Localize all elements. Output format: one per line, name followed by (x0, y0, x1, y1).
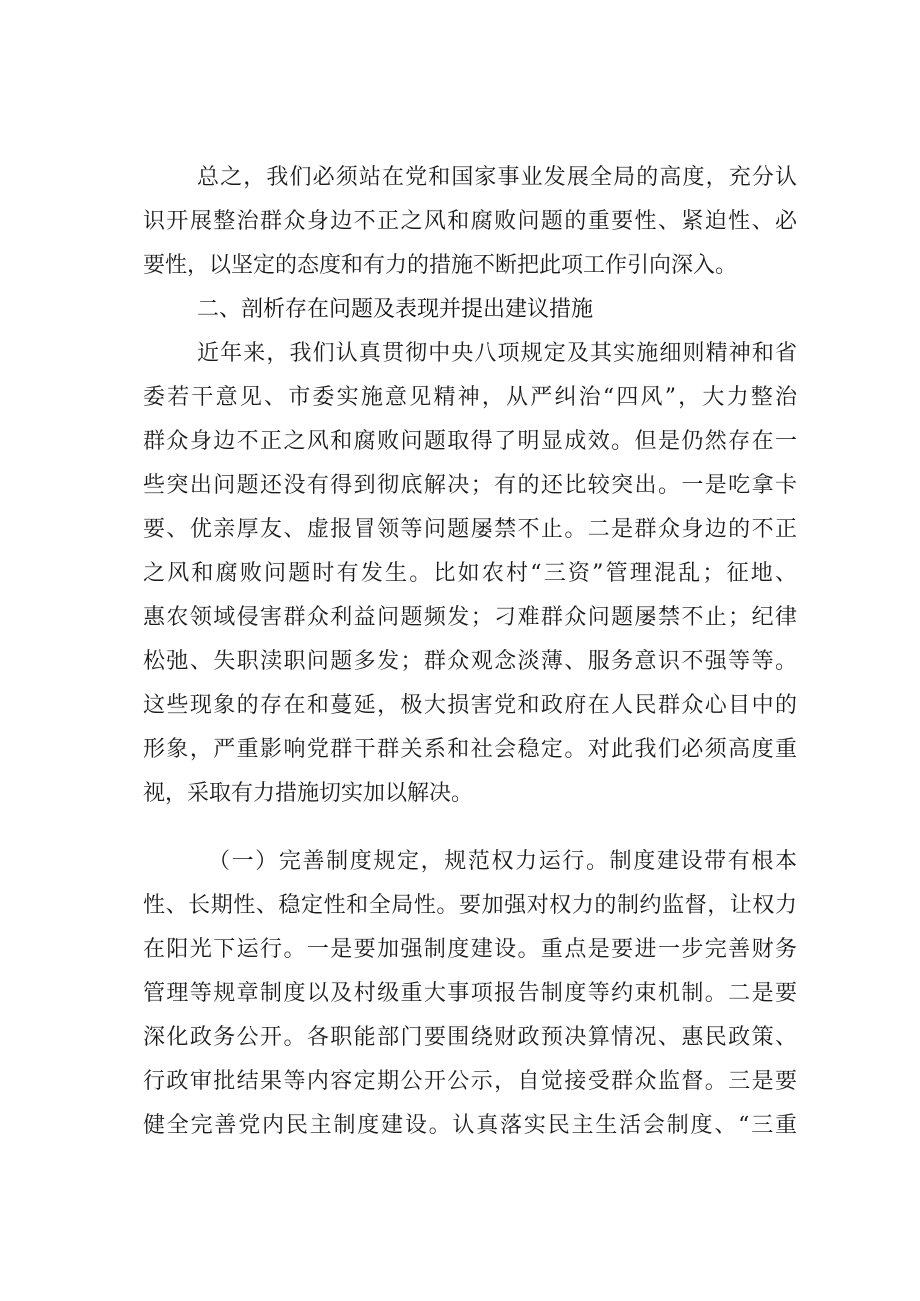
paragraph-2-line-9: 这些现象的存在和蔓延，极大损害党和政府在人民群众心目中的 (143, 693, 797, 718)
paragraph-3-line-4: 管理等规章制度以及村级重大事项报告制度等约束机制。二是要 (143, 981, 797, 1006)
paragraph-1-line-2: 识开展整治群众身边不正之风和腐败问题的重要性、紧迫性、必 (143, 209, 797, 234)
paragraph-3-line-7: 健全完善党内民主制度建设。认真落实民主生活会制度、“三重 (143, 1113, 797, 1138)
paragraph-3-line-5: 深化政务公开。各职能部门要围绕财政预决算情况、惠民政策、 (143, 1025, 797, 1050)
paragraph-3-line-2: 性、长期性、稳定性和全局性。要加强对权力的制约监督，让权力 (143, 893, 797, 918)
paragraph-3-line-1: （一）完善制度规定，规范权力运行。制度建设带有根本 (208, 849, 797, 874)
paragraph-3-line-3: 在阳光下运行。一是要加强制度建设。重点是要进一步完善财务 (143, 937, 797, 962)
paragraph-2-line-4: 些突出问题还没有得到彻底解决；有的还比较突出。一是吃拿卡 (143, 473, 797, 498)
paragraph-2-line-3: 群众身边不正之风和腐败问题取得了明显成效。但是仍然存在一 (143, 429, 797, 454)
paragraph-1-line-3: 要性，以坚定的态度和有力的措施不断把此项工作引向深入。 (143, 253, 738, 278)
paragraph-1-line-1: 总之，我们必须站在党和国家事业发展全局的高度，充分认 (197, 165, 797, 190)
paragraph-3-line-6: 行政审批结果等内容定期公开公示，自觉接受群众监督。三是要 (143, 1069, 797, 1094)
paragraph-2-line-5: 要、优亲厚友、虚报冒领等问题屡禁不止。二是群众身边的不正 (143, 517, 797, 542)
paragraph-2-line-1: 近年来，我们认真贯彻中央八项规定及其实施细则精神和省 (197, 341, 797, 366)
paragraph-2-line-7: 惠农领域侵害群众利益问题频发；刁难群众问题屡禁不止；纪律 (143, 605, 797, 630)
paragraph-2-line-10: 形象，严重影响党群干群关系和社会稳定。对此我们必须高度重 (143, 737, 797, 762)
paragraph-2-line-6: 之风和腐败问题时有发生。比如农村“三资”管理混乱；征地、 (143, 561, 797, 586)
paragraph-2-line-11: 视，采取有力措施切实加以解决。 (143, 781, 474, 806)
paragraph-2-line-2: 委若干意见、市委实施意见精神，从严纠治“四风”，大力整治 (143, 385, 797, 410)
paragraph-2-line-8: 松弛、失职渎职问题多发；群众观念淡薄、服务意识不强等等。 (143, 649, 797, 674)
section-heading: 二、剖析存在问题及表现并提出建议措施 (197, 297, 594, 322)
